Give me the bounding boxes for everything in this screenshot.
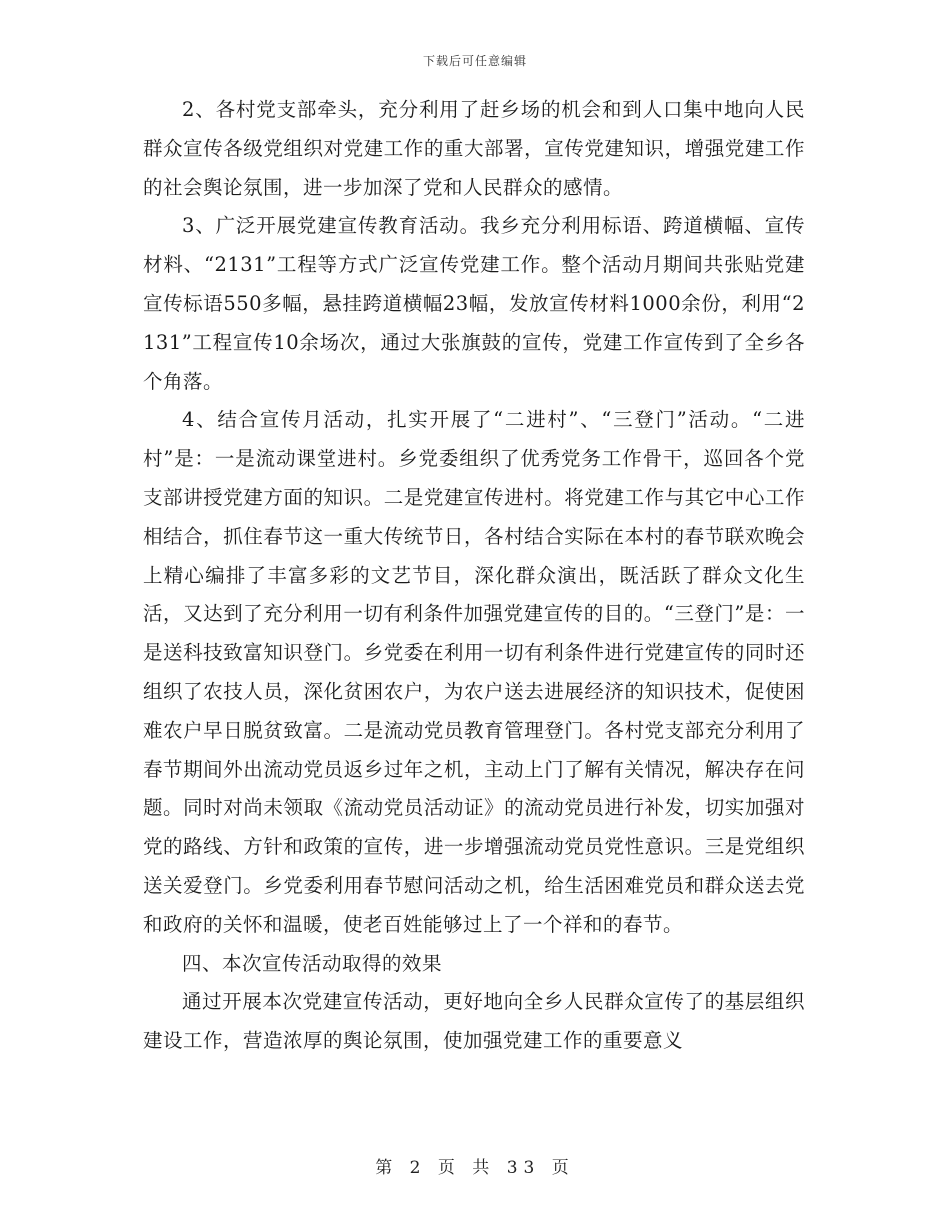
- document-body: [143, 91, 805, 1061]
- header-note: 下载后可任意编辑: [422, 54, 527, 68]
- paragraph-item-3: 3、广泛开展党建宣传教育活动。我乡充分利用标语、跨道横幅、宣传材料、“2131”工程等方式广泛宣传党建工作。整个活动月期间共张贴党建宣传标语550多幅，悬挂跨道横幅23幅，发放宣传材料1000余份，利用“2131”工程宣传10余场次，通过大张旗鼓的宣传，党建工作宣传到了全乡各个角落。: [143, 214, 805, 393]
- paragraph-item-2: 2、各村党支部牵头，充分利用了赶乡场的机会和到人口集中地向人民群众宣传各级党组织对党建工作的重大部署，宣传党建知识，增强党建工作的社会舆论氛围，进一步加深了党和人民群众的感情。: [143, 98, 805, 199]
- paragraph-item-4: 4、结合宣传月活动，扎实开展了“二进村”、“三登门”活动。“二进村”是：一是流动课堂进村。乡党委组织了优秀党务工作骨干，巡回各个党支部讲授党建方面的知识。二是党建宣传进村。将党建工作与其它中心工作相结合，抓住春节这一重大传统节日，各村结合实际在本村的春节联欢晚会上精心编排了丰富多彩的文艺节目，深化群众演出，既活跃了群众文化生活，又达到了充分利用一切有利条件加强党建宣传的目的。“三登门”是：一是送科技致富知识登门。乡党委在利用一切有利条件进行党建宣传的同时还组织了农技人员，深化贫困农户，为农户送去进展经济的知识技术，促使困难农户早日脱贫致富。二是流动党员教育管理登门。各村党支部充分利用了春节期间外出流动党员返乡过年之机，主动上门了解有关情况，解决存在问题。同时对尚未领取《流动党员活动证》的流动党员进行补发，切实加强对党的路线、方针和政策的宣传，进一步增强流动党员党性意识。三是党组织送关爱登门。乡党委利用春节慰问活动之机，给生活困难党员和群众送去党和政府的关怀和温暖，使老百姓能够过上了一个祥和的春节。: [143, 408, 805, 936]
- page-number-footer: 第 2 页 共 33 页: [375, 1158, 575, 1178]
- section-heading: 四、本次宣传活动取得的效果: [182, 951, 443, 975]
- paragraph-effects: 通过开展本次党建宣传活动，更好地向全乡人民群众宣传了的基层组织建设工作，营造浓厚的舆论氛围，使加强党建工作的重要意义: [143, 990, 805, 1053]
